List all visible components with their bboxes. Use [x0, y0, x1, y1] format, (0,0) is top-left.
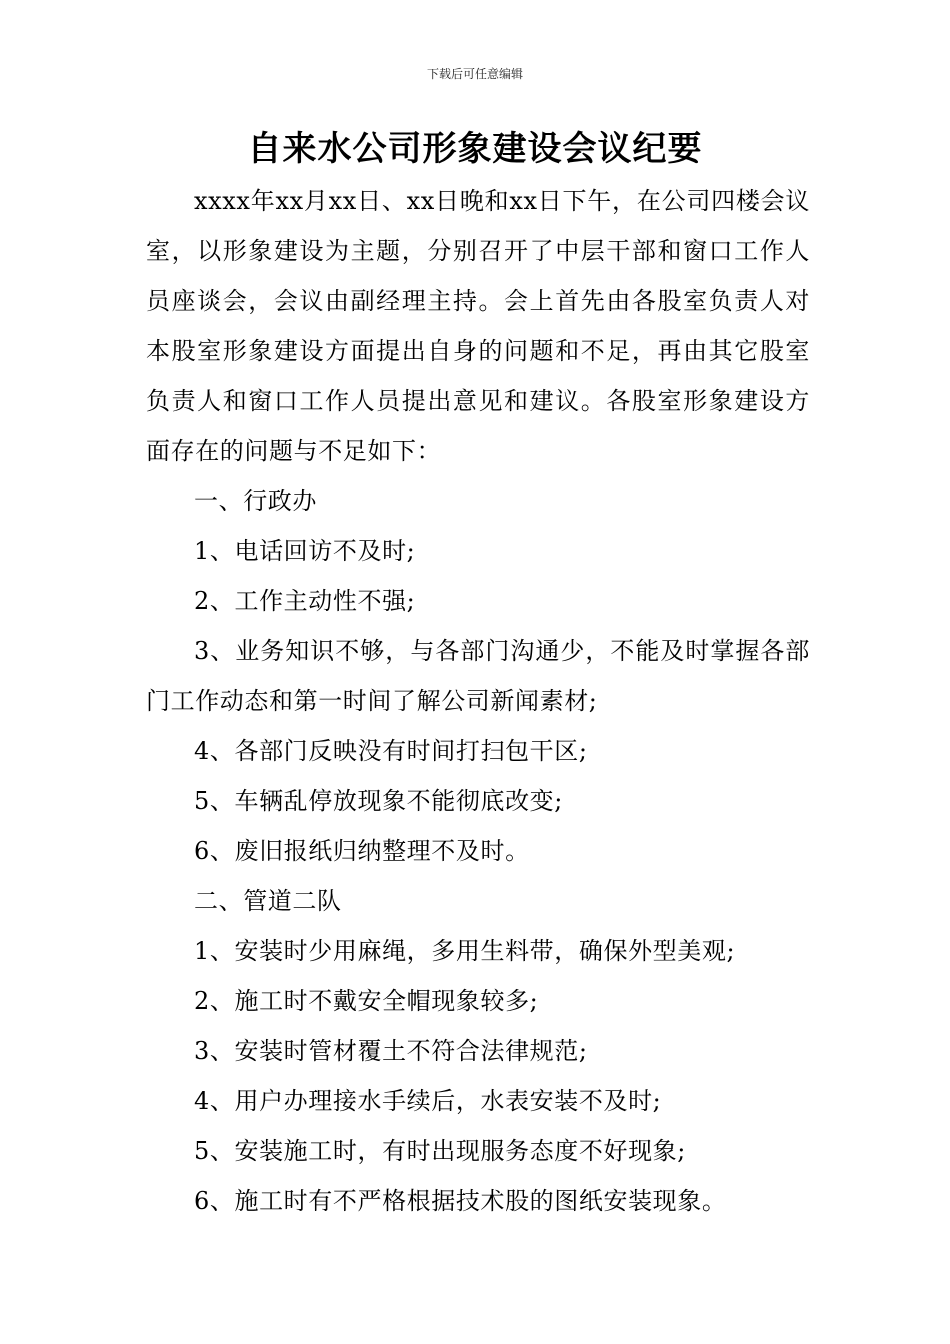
- list-item: 2、工作主动性不强;: [194, 587, 416, 615]
- list-item: 5、车辆乱停放现象不能彻底改变;: [194, 787, 563, 815]
- intro-paragraph: xxxx年xx月xx日、xx日晚和xx日下午，在公司四楼会议室，以形象建设为主题，分别召开了中层干部和窗口工作人员座谈会，会议由副经理主持。会上首先由各股室负责人对本股室形象建设方面提出自身的问题和不足，再由其它股室负责人和窗口工作人员提出意见和建议。各股室形象建设方面存在的问题与不足如下：: [146, 187, 810, 465]
- list-item: 5、安装施工时，有时出现服务态度不好现象;: [194, 1137, 686, 1165]
- list-item: 1、安装时少用麻绳，多用生料带，确保外型美观;: [194, 937, 736, 965]
- document-title: 自来水公司形象建设会议纪要: [247, 129, 703, 169]
- header-note: 下载后可任意编辑: [426, 67, 523, 81]
- list-item: 4、各部门反映没有时间打扫包干区;: [194, 737, 588, 765]
- document-body: [146, 176, 810, 1226]
- list-item: 1、电话回访不及时;: [194, 537, 416, 565]
- list-item: 6、废旧报纸归纳整理不及时。: [194, 837, 530, 865]
- list-item: 3、安装时管材覆土不符合法律规范;: [194, 1037, 588, 1065]
- list-item: 4、用户办理接水手续后，水表安装不及时;: [194, 1087, 662, 1115]
- section-heading-pipeline-team-2: 二、管道二队: [194, 887, 342, 915]
- list-item: 3、业务知识不够，与各部门沟通少，不能及时掌握各部门工作动态和第一时间了解公司新闻素材;: [146, 637, 810, 715]
- list-item: 6、施工时有不严格根据技术股的图纸安装现象。: [194, 1187, 727, 1215]
- list-item: 2、施工时不戴安全帽现象较多;: [194, 987, 539, 1015]
- section-heading-admin-office: 一、行政办: [194, 487, 317, 515]
